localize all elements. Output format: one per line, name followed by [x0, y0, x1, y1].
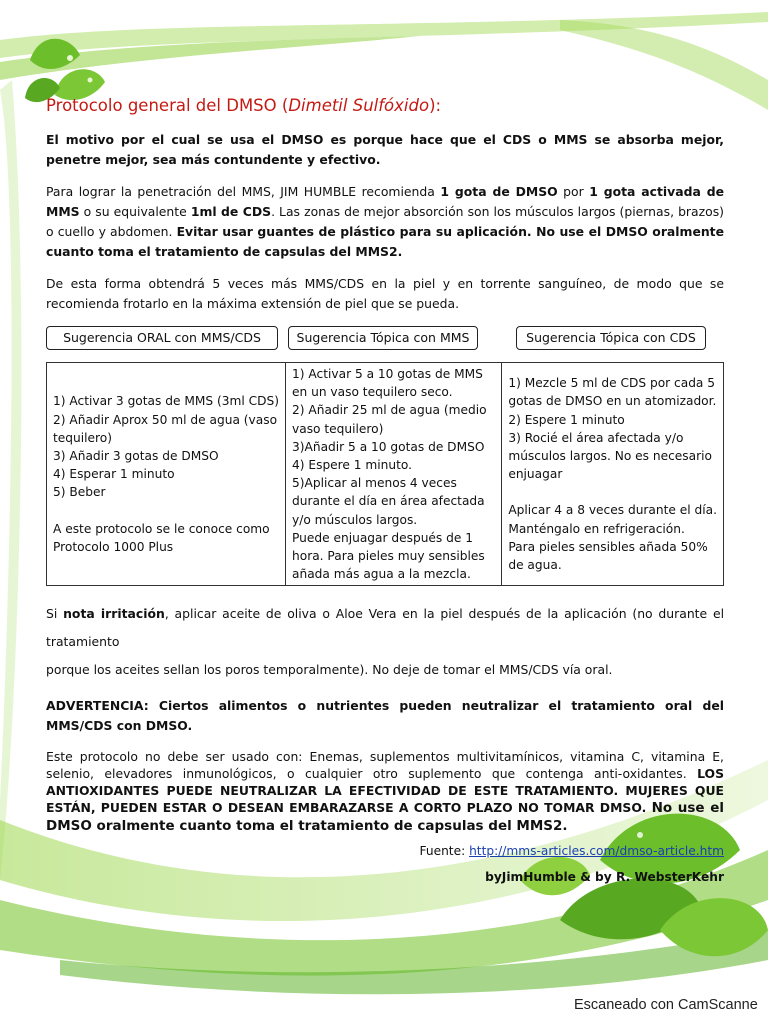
irritation-paragraph: Si nota irritación, aplicar aceite de oliva o Aloe Vera en la piel después de la aplicación (no durante el tratamiento porque los aceites sellan los poros temporalmente). No deje de tomar el MMS/CDS vía oral. [46, 606, 725, 678]
absorption-paragraph: De esta forma obtendrá 5 veces más MMS/CDS en la piel y en torrente sanguíneo, de modo que se recomienda frotarlo en la máxima extensión de piel que se pueda. [46, 276, 724, 311]
topical-mms-suggestion-label: Sugerencia Tópica con MMS [288, 326, 478, 350]
source-link[interactable]: http://mms-articles.com/dmso-article.htm [469, 844, 724, 859]
source-line: Fuente: http://mms-articles.com/dmso-article.htm [419, 844, 724, 859]
byline: byJimHumble & by R. WebsterKehr [485, 870, 724, 885]
penetration-paragraph: Para lograr la penetración del MMS, JIM HUMBLE recomienda 1 gota de DMSO por 1 gota activada de MMS o su equivalente 1ml de CDS. Las zonas de mejor absorción son los músculos largos (piernas, brazos) o cuello y abdomen. Evitar usar guantes de plástico para su aplicación. No use el DMSO oralmente cuanto toma el tratamiento de capsulas del MMS2. [46, 184, 724, 259]
page-title: Protocolo general del DMSO (Dimetil Sulfóxido): [46, 96, 442, 115]
topical-mms-protocol-cell: 1) Activar 5 a 10 gotas de MMS en un vaso tequilero seco. 2) Añadir 25 ml de agua (medio vaso tequilero) 3)Añadir 5 a 10 gotas de DMSO 4) Espere 1 minuto. 5)Aplicar al menos 4 veces durante el día en área afectada y/o músculos largos. Puede enjuagar después de 1 hora. Para pieles muy sensibles añada más agua a la mezcla. [286, 363, 502, 586]
oral-protocol-cell: 1) Activar 3 gotas de MMS (3ml CDS) 2) Añadir Aprox 50 ml de agua (vaso tequilero) 3) Añadir 3 gotas de DMSO 4) Esperar 1 minuto 5) Beber A este protocolo se le conoce como Protocolo 1000 Plus [47, 363, 286, 586]
protocol-table [46, 362, 724, 586]
contraindications-paragraph: Este protocolo no debe ser usado con: Enemas, suplementos multivitamínicos, vitamina C, vitamina E, selenio, elevadores inmunológicos, o cualquier otro suplemento que contenga anti-oxidantes. LOS ANTIOXIDANTES PUEDE NEUTRALIZAR LA EFECTIVIDAD DE ESTE TRATAMIENTO. MUJERES QUE ESTÁN, PUEDEN ESTAR O DESEAN EMBARAZARSE A CORTO PLAZO NO TOMAR DMSO. No use el DMSO oralmente cuanto toma el tratamiento de capsulas del MMS2. [46, 749, 725, 835]
topical-cds-protocol-cell: 1) Mezcle 5 ml de CDS por cada 5 gotas de DMSO en un atomizador. 2) Espere 1 minuto 3) Rocié el área afectada y/o músculos largos. No es necesario enjuagar Aplicar 4 a 8 veces durante el día. Manténgalo en refrigeración. Para pieles sensibles añada 50% de agua. [502, 363, 724, 586]
intro-paragraph: El motivo por el cual se usa el DMSO es porque hace que el CDS o MMS se absorba mejor, penetre mejor, sea más contundente y efectivo. [46, 132, 724, 167]
suggestion-headers [46, 326, 724, 354]
topical-cds-suggestion-label: Sugerencia Tópica con CDS [516, 326, 706, 350]
scanner-watermark: Escaneado con CamScanne [574, 997, 758, 1013]
warning-paragraph: ADVERTENCIA: Ciertos alimentos o nutrientes pueden neutralizar el tratamiento oral del MMS/CDS con DMSO. [46, 698, 724, 734]
oral-suggestion-label: Sugerencia ORAL con MMS/CDS [46, 326, 278, 350]
